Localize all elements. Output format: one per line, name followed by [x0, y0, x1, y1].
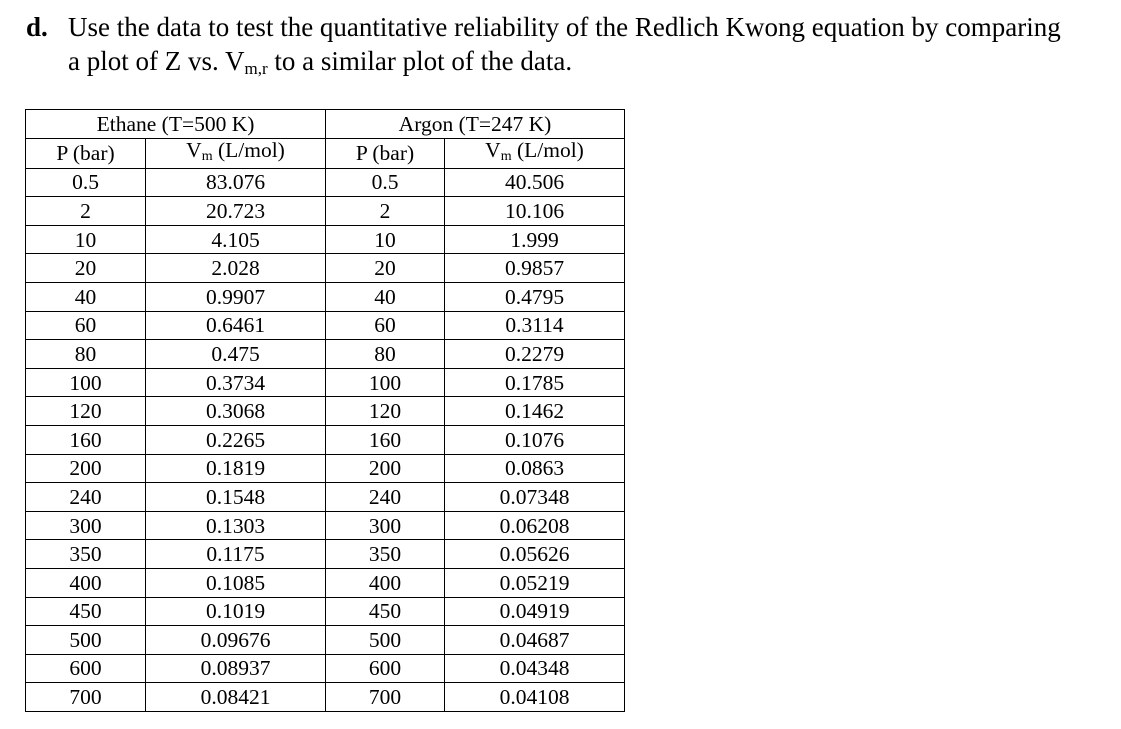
argon-pressure-cell: 300: [326, 511, 445, 540]
question-line-2-subscript: m,r: [244, 59, 268, 78]
table-row: [26, 511, 625, 540]
ethane-pressure-cell: 240: [26, 483, 146, 512]
argon-volume-cell: 0.05626: [445, 540, 625, 569]
ethane-volume-cell: 4.105: [146, 225, 326, 254]
ethane-volume-cell: 0.1548: [146, 483, 326, 512]
argon-volume-cell: 40.506: [445, 168, 625, 197]
ethane-volume-cell: 0.08421: [146, 683, 326, 712]
argon-pressure-cell: 2: [326, 197, 445, 226]
table-row: [26, 483, 625, 512]
table-row: [26, 397, 625, 426]
ethane-pressure-cell: 600: [26, 654, 146, 683]
table-row: [26, 197, 625, 226]
ethane-pressure-cell: 100: [26, 368, 146, 397]
argon-pressure-cell: 80: [326, 340, 445, 369]
argon-volume-cell: 0.1076: [445, 425, 625, 454]
volume-symbol: V: [186, 137, 202, 162]
question-line-2-text-b: to a similar plot of the data.: [267, 46, 573, 76]
ethane-pressure-cell: 20: [26, 254, 146, 283]
argon-pressure-cell: 40: [326, 282, 445, 311]
argon-volume-cell: 0.07348: [445, 483, 625, 512]
ethane-pressure-cell: 160: [26, 425, 146, 454]
table-row: [26, 540, 625, 569]
argon-volume-cell: 0.1785: [445, 368, 625, 397]
ethane-volume-cell: 0.08937: [146, 654, 326, 683]
ethane-volume-cell: 0.475: [146, 340, 326, 369]
table-row: [26, 568, 625, 597]
ethane-volume-cell: 0.1819: [146, 454, 326, 483]
table-row: [26, 368, 625, 397]
volume-unit: (L/mol): [212, 137, 285, 162]
ethane-volume-cell: 0.9907: [146, 282, 326, 311]
question-line-1: [26, 10, 1116, 44]
table-row: [26, 683, 625, 712]
ethane-volume-cell: 0.09676: [146, 626, 326, 655]
argon-volume-cell: 0.2279: [445, 340, 625, 369]
ethane-volume-cell: 83.076: [146, 168, 326, 197]
ethane-volume-cell: 0.2265: [146, 425, 326, 454]
volume-subscript: m: [201, 148, 213, 164]
ethane-volume-cell: 20.723: [146, 197, 326, 226]
argon-pressure-cell: 100: [326, 368, 445, 397]
argon-pressure-cell: 450: [326, 597, 445, 626]
ethane-pressure-cell: 450: [26, 597, 146, 626]
question-line-1-text: Use the data to test the quantitative reliability of the Redlich Kwong equation by comparing: [68, 12, 1061, 42]
argon-pressure-cell: 400: [326, 568, 445, 597]
table-row: [26, 225, 625, 254]
question-line-2-text-a: a plot of Z vs. V: [68, 46, 245, 76]
ethane-volume-cell: 0.3734: [146, 368, 326, 397]
ethane-volume-cell: 0.1019: [146, 597, 326, 626]
ethane-volume-cell: 0.1175: [146, 540, 326, 569]
data-table-body: [26, 110, 625, 712]
table-row: [26, 597, 625, 626]
argon-pressure-cell: 160: [326, 425, 445, 454]
table-row: [26, 340, 625, 369]
argon-pressure-cell: 120: [326, 397, 445, 426]
question-line-2: [26, 44, 1116, 86]
ethane-volume-cell: 0.3068: [146, 397, 326, 426]
ethane-pressure-header: P (bar): [26, 138, 146, 168]
table-row: [26, 254, 625, 283]
argon-volume-cell: 10.106: [445, 197, 625, 226]
argon-volume-cell: 0.04108: [445, 683, 625, 712]
argon-pressure-cell: 60: [326, 311, 445, 340]
argon-pressure-cell: 200: [326, 454, 445, 483]
ethane-pressure-cell: 350: [26, 540, 146, 569]
table-row: [26, 425, 625, 454]
argon-volume-header: [445, 138, 625, 168]
argon-pressure-cell: 600: [326, 654, 445, 683]
ethane-pressure-cell: 400: [26, 568, 146, 597]
ethane-pressure-cell: 10: [26, 225, 146, 254]
group-header-row: [26, 110, 625, 139]
table-row: [26, 282, 625, 311]
ethane-volume-header: [146, 138, 326, 168]
argon-volume-cell: 1.999: [445, 225, 625, 254]
question-text: [26, 10, 1116, 86]
ethane-pressure-cell: 700: [26, 683, 146, 712]
table-row: [26, 654, 625, 683]
ethane-pressure-cell: 60: [26, 311, 146, 340]
volume-symbol: V: [485, 137, 501, 162]
table-row: [26, 454, 625, 483]
argon-volume-cell: 0.05219: [445, 568, 625, 597]
argon-pressure-header: P (bar): [326, 138, 445, 168]
argon-volume-cell: 0.0863: [445, 454, 625, 483]
argon-volume-cell: 0.04919: [445, 597, 625, 626]
ethane-group-header: Ethane (T=500 K): [26, 110, 326, 139]
volume-subscript: m: [500, 148, 512, 164]
ethane-pressure-cell: 0.5: [26, 168, 146, 197]
table-row: [26, 626, 625, 655]
ethane-pressure-cell: 40: [26, 282, 146, 311]
volume-unit: (L/mol): [511, 137, 584, 162]
argon-group-header: Argon (T=247 K): [326, 110, 625, 139]
argon-pressure-cell: 350: [326, 540, 445, 569]
ethane-volume-cell: 0.1085: [146, 568, 326, 597]
argon-pressure-cell: 240: [326, 483, 445, 512]
column-header-row: [26, 138, 625, 168]
question-label: d.: [26, 12, 48, 42]
ethane-pressure-cell: 200: [26, 454, 146, 483]
table-row: [26, 168, 625, 197]
data-table: [25, 109, 625, 712]
ethane-volume-cell: 0.6461: [146, 311, 326, 340]
argon-volume-cell: 0.9857: [445, 254, 625, 283]
ethane-pressure-cell: 300: [26, 511, 146, 540]
argon-pressure-cell: 0.5: [326, 168, 445, 197]
argon-pressure-cell: 500: [326, 626, 445, 655]
ethane-pressure-cell: 500: [26, 626, 146, 655]
argon-pressure-cell: 20: [326, 254, 445, 283]
argon-volume-cell: 0.04687: [445, 626, 625, 655]
argon-volume-cell: 0.04348: [445, 654, 625, 683]
ethane-volume-cell: 0.1303: [146, 511, 326, 540]
ethane-pressure-cell: 80: [26, 340, 146, 369]
argon-pressure-cell: 10: [326, 225, 445, 254]
argon-volume-cell: 0.4795: [445, 282, 625, 311]
argon-volume-cell: 0.1462: [445, 397, 625, 426]
argon-volume-cell: 0.3114: [445, 311, 625, 340]
argon-pressure-cell: 700: [326, 683, 445, 712]
ethane-volume-cell: 2.028: [146, 254, 326, 283]
ethane-pressure-cell: 2: [26, 197, 146, 226]
table-row: [26, 311, 625, 340]
argon-volume-cell: 0.06208: [445, 511, 625, 540]
ethane-pressure-cell: 120: [26, 397, 146, 426]
